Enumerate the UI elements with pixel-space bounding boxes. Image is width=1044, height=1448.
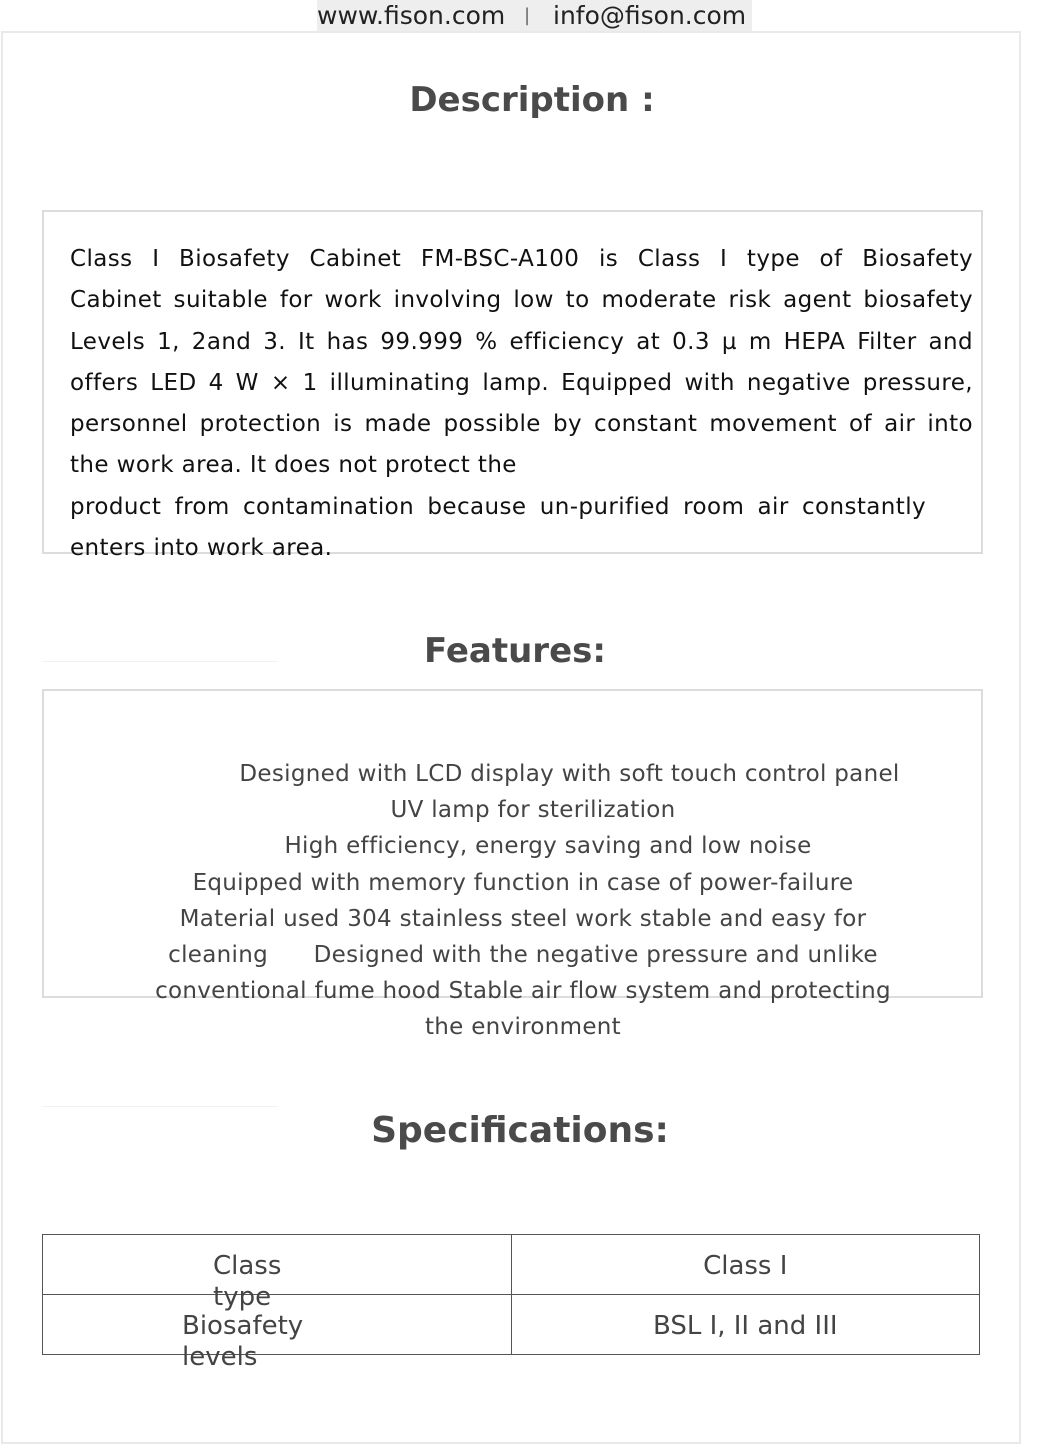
specifications-heading: Specifications: xyxy=(371,1110,669,1151)
spec-value: Class I xyxy=(703,1251,788,1281)
features-heading: Features: xyxy=(424,631,606,671)
description-line: Class I Biosafety Cabinet FM-BSC-A100 is Class I type of Biosafety xyxy=(70,246,973,272)
feature-item: the environment xyxy=(424,1014,622,1041)
features-list xyxy=(143,756,903,1046)
spec-value-cell xyxy=(511,1295,980,1355)
table-row xyxy=(43,1235,980,1295)
spec-label-cell xyxy=(43,1235,512,1312)
spec-value: BSL I, II and III xyxy=(652,1311,838,1341)
description-line: offers LED 4 W × 1 illuminating lamp. Equipped with negative pressure, xyxy=(70,369,973,396)
feature-item: cleaning Designed with the negative pressure and unlike xyxy=(168,942,878,969)
email-link[interactable]: info@fison.com xyxy=(553,1,747,30)
feature-item: Equipped with memory function in case of power-failure xyxy=(192,869,854,896)
website-link[interactable]: www.fison.com xyxy=(317,1,506,30)
feature-item: UV lamp for sterilization xyxy=(390,797,676,824)
spec-label: Class type xyxy=(213,1251,282,1312)
description-line: enters into work area. xyxy=(70,535,333,562)
description-line: the work area. It does not protect the xyxy=(70,452,517,479)
feature-item: Designed with LCD display with soft touch control panel xyxy=(239,761,900,787)
description-line: product from contamination because un-purified room air constantly xyxy=(70,493,926,520)
specifications-table xyxy=(42,1234,980,1372)
spec-label-cell xyxy=(43,1295,512,1372)
table-row xyxy=(43,1295,980,1355)
contact-bar xyxy=(317,0,752,31)
feature-item: High efficiency, energy saving and low noise xyxy=(284,833,812,860)
description-text xyxy=(70,239,973,569)
feature-item: conventional fume hood Stable air flow system and protecting xyxy=(155,978,891,1005)
description-heading: Description : xyxy=(409,80,655,120)
separator: | xyxy=(524,5,531,26)
divider xyxy=(42,1106,278,1107)
description-line: Levels 1, 2and 3. It has 99.999 % efficiency at 0.3 µ m HEPA Filter and xyxy=(70,328,973,355)
feature-item: Material used 304 stainless steel work stable and easy for xyxy=(179,905,867,932)
description-line: Cabinet suitable for work involving low to moderate risk agent biosafety xyxy=(70,287,973,314)
spec-value-cell xyxy=(511,1235,980,1295)
description-line: personnel protection is made possible by constant movement of air into xyxy=(70,411,973,438)
spec-label: Biosafety levels xyxy=(182,1311,304,1372)
